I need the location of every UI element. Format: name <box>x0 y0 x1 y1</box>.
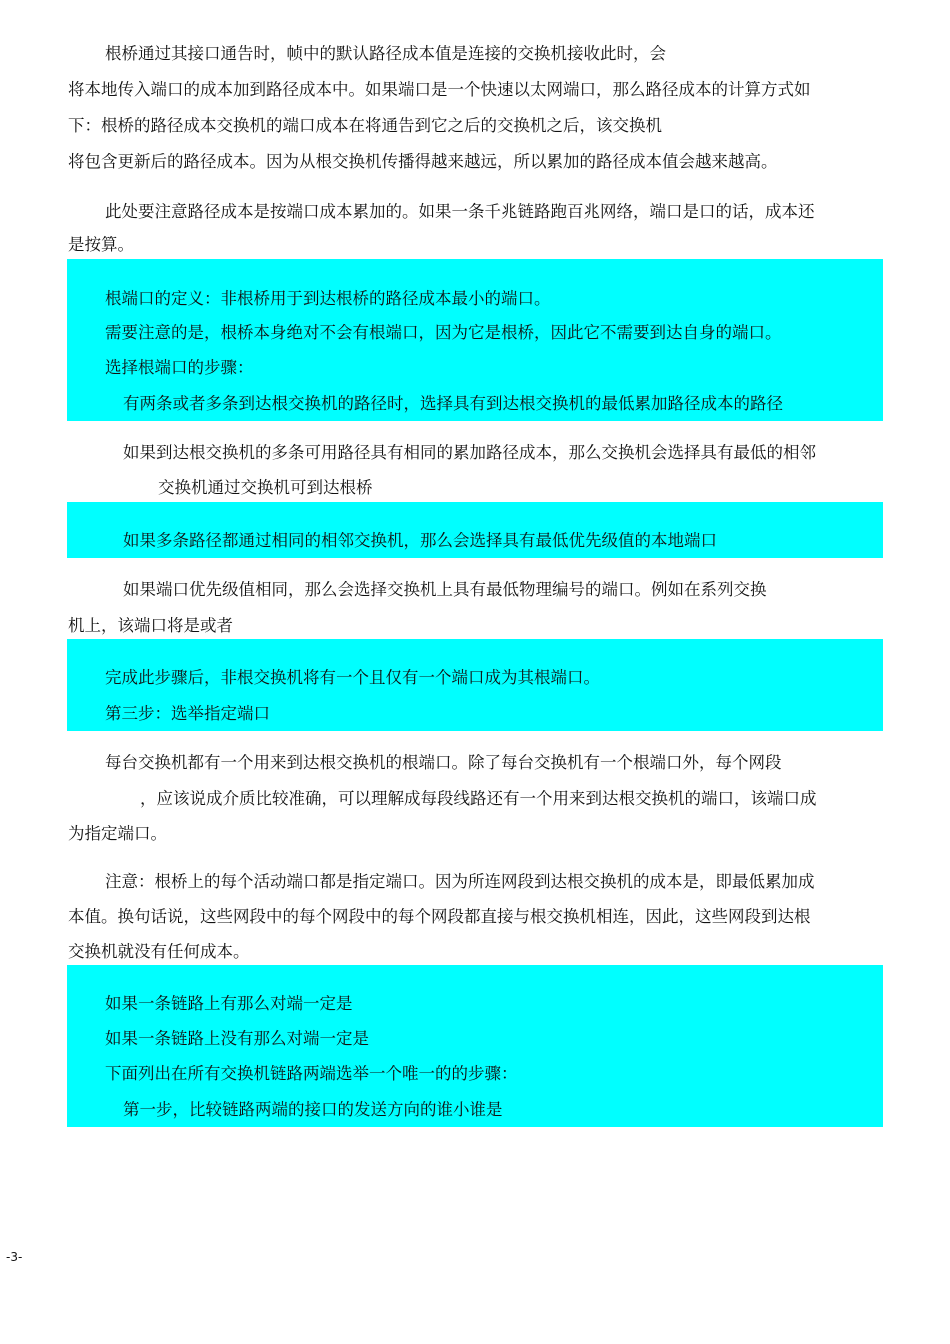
p5-line2: ，应该说成介质比较准确，可以理解成每段线路还有一个用来到达根交换机的端口，该端口成 <box>140 789 817 808</box>
box4-line2: 如果一条链路上没有那么对端一定是 <box>105 1029 369 1048</box>
p1-line3: 下：根桥的路径成本交换机的端口成本在将通告到它之后的交换机之后，该交换机 <box>68 116 662 135</box>
p1-line1: 根桥通过其接口通告时，帧中的默认路径成本值是连接的交换机接收此时，会 <box>105 44 666 63</box>
p3-line1: 如果到达根交换机的多条可用路径具有相同的累加路径成本，那么交换机会选择具有最低的相邻 <box>123 443 816 462</box>
p5-line3: 为指定端口。 <box>68 824 167 843</box>
p1-line4: 将包含更新后的路径成本。因为从根交换机传播得越来越远，所以累加的路径成本值会越来越高。 <box>68 152 778 171</box>
box1-line3: 选择根端口的步骤： <box>105 358 254 377</box>
box3-line2: 第三步：选举指定端口 <box>105 704 270 723</box>
box4-line3: 下面列出在所有交换机链路两端选举一个唯一的的步骤： <box>105 1064 518 1083</box>
p6-line1: 注意：根桥上的每个活动端口都是指定端口。因为所连网段到达根交换机的成本是，即最低累加成 <box>105 872 815 891</box>
box2-line1: 如果多条路径都通过相同的相邻交换机，那么会选择具有最低优先级值的本地端口 <box>123 531 717 550</box>
p4-line1: 如果端口优先级值相同，那么会选择交换机上具有最低物理编号的端口。例如在系列交换 <box>123 580 767 599</box>
page-number: -3- <box>6 1250 23 1264</box>
box3-line1: 完成此步骤后，非根交换机将有一个且仅有一个端口成为其根端口。 <box>105 668 600 687</box>
p1-line2: 将本地传入端口的成本加到路径成本中。如果端口是一个快速以太网端口，那么路径成本的计算方式如 <box>68 80 811 99</box>
p4-line2: 机上，该端口将是或者 <box>68 616 233 635</box>
p5-line1: 每台交换机都有一个用来到达根交换机的根端口。除了每台交换机有一个根端口外，每个网段 <box>105 753 782 772</box>
box4-line4: 第一步，比较链路两端的接口的发送方向的谁小谁是 <box>123 1100 503 1119</box>
p2-line1: 此处要注意路径成本是按端口成本累加的。如果一条千兆链路跑百兆网络，端口是口的话，成本还 <box>105 202 815 221</box>
box1-line2: 需要注意的是，根桥本身绝对不会有根端口，因为它是根桥，因此它不需要到达自身的端口。 <box>105 323 782 342</box>
p6-line2: 本值。换句话说，这些网段中的每个网段中的每个网段都直接与根交换机相连，因此，这些网段到达根 <box>68 907 811 926</box>
p3-line2: 交换机通过交换机可到达根桥 <box>158 478 373 497</box>
p6-line3: 交换机就没有任何成本。 <box>68 942 250 961</box>
box1-line4: 有两条或者多条到达根交换机的路径时，选择具有到达根交换机的最低累加路径成本的路径 <box>123 394 783 413</box>
box1-line1: 根端口的定义：非根桥用于到达根桥的路径成本最小的端口。 <box>105 289 551 308</box>
box4-line1: 如果一条链路上有那么对端一定是 <box>105 994 353 1013</box>
p2-line2: 是按算。 <box>68 235 134 254</box>
